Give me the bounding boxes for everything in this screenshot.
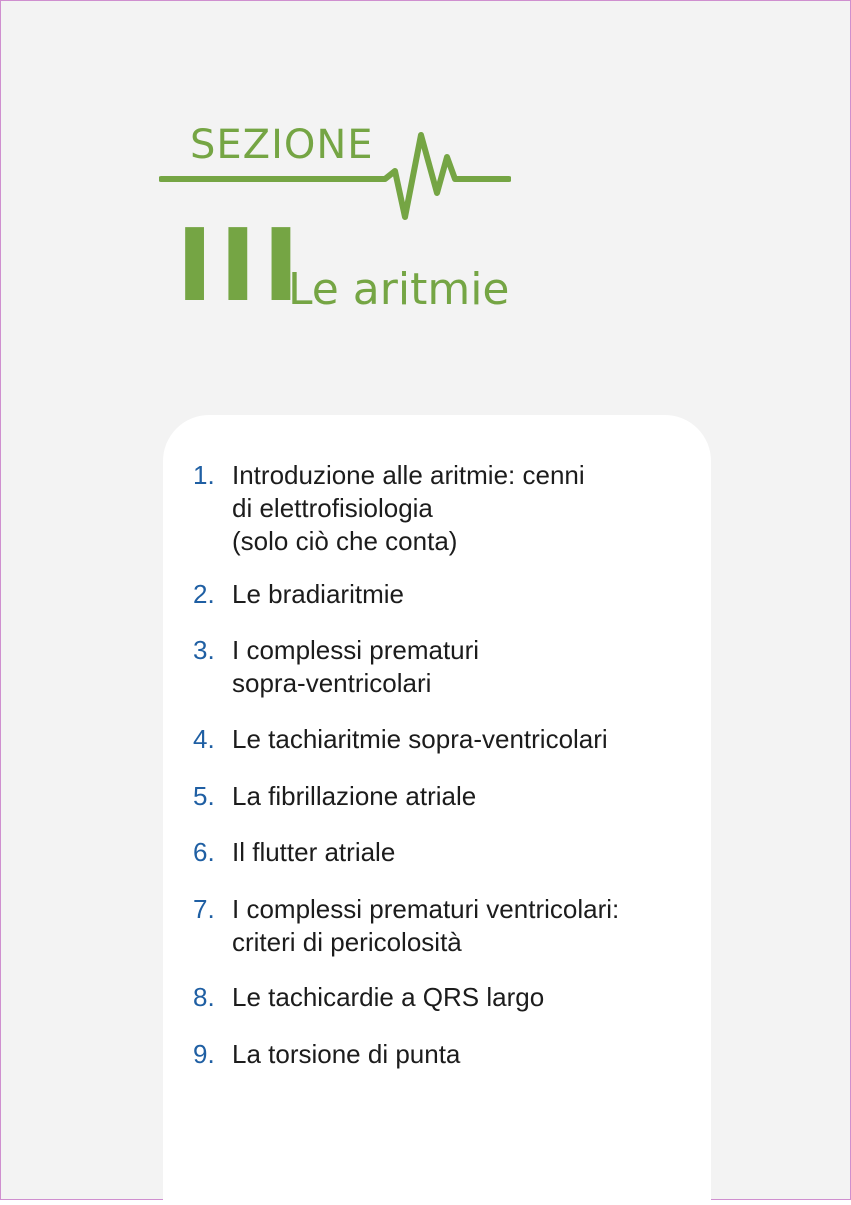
item-number: 1. — [193, 460, 215, 490]
item-number: 5. — [193, 781, 215, 811]
item-number: 9. — [193, 1039, 215, 1069]
section-number: III — [176, 207, 306, 324]
item-number: 4. — [193, 724, 215, 754]
item-title: Le bradiaritmie — [232, 579, 404, 609]
section-title: Le aritmie — [288, 264, 510, 315]
item-number: 7. — [193, 894, 215, 924]
item-number: 2. — [193, 579, 215, 609]
item-number: 6. — [193, 837, 215, 867]
item-number: 8. — [193, 982, 215, 1012]
contents-card — [163, 415, 711, 1205]
item-title: Le tachiaritmie sopra-ventricolari — [232, 724, 608, 754]
section-label: SEZIONE — [190, 122, 374, 168]
item-title: I complessi prematuri ventricolari: criteri di pericolosità — [232, 894, 620, 957]
item-title: La torsione di punta — [232, 1039, 461, 1069]
item-title: Introduzione alle aritmie: cenni di elettrofisiologia (solo ciò che conta) — [232, 460, 585, 556]
item-number: 3. — [193, 635, 215, 665]
item-title: Le tachicardie a QRS largo — [232, 982, 545, 1012]
item-title: Il flutter atriale — [232, 837, 396, 867]
item-title: I complessi prematuri sopra-ventricolari — [232, 635, 480, 698]
item-title: La fibrillazione atriale — [232, 781, 477, 811]
